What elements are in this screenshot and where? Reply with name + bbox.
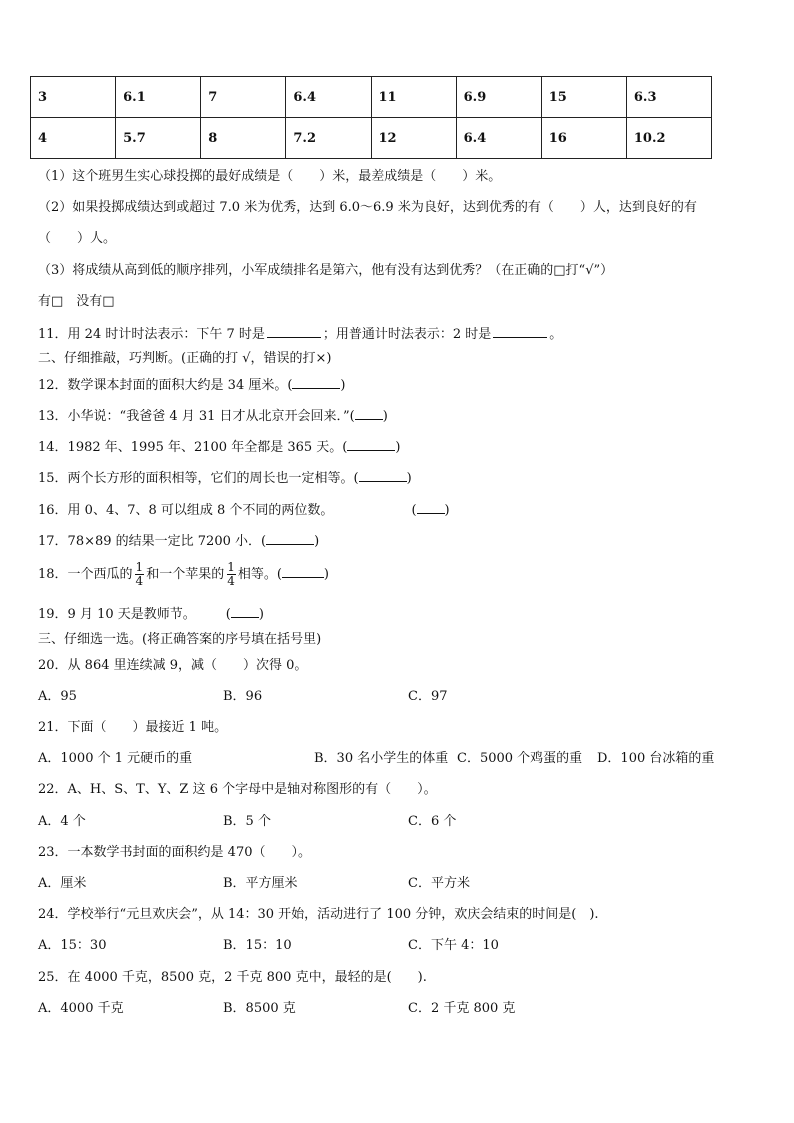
q11-text-a: 11．用 24 时计时法表示：下午 7 时是 (38, 327, 265, 342)
table-cell: 6.1 (116, 77, 201, 118)
option-b[interactable]: B．96 (223, 689, 263, 704)
close-paren: ) (406, 471, 412, 486)
question-23-options (38, 875, 470, 893)
question-20-options (38, 688, 448, 706)
question-21-options (38, 750, 714, 768)
q10-part3-options: 有□ 没有□ (38, 294, 115, 309)
option-c[interactable]: C．5000 个鸡蛋的重 (457, 751, 583, 766)
question-12 (38, 376, 346, 395)
section-3-heading: 三、仔细选一选。(将正确答案的序号填在括号里) (38, 632, 322, 647)
question-text: 13．小华说：“我爸爸 4 月 31 日才从北京开会回来．”( (38, 409, 355, 424)
option-b[interactable]: B．5 个 (223, 814, 271, 829)
answer-blank[interactable] (347, 438, 395, 451)
answer-blank[interactable] (267, 325, 321, 338)
question-23-stem: 23．一本数学书封面的面积约是 470（ ）。 (38, 845, 311, 860)
question-text: 12．数学课本封面的面积大约是 34 厘米。( (38, 378, 293, 393)
table-cell: 6.3 (626, 77, 711, 118)
option-a[interactable]: A．4 个 (38, 814, 86, 829)
table-cell: 5.7 (116, 118, 201, 159)
open-paren: ( (411, 503, 417, 518)
q10-part2a: （2）如果投掷成绩达到或超过 7.0 米为优秀，达到 6.0～6.9 米为良好，达到优秀的有（ ）人，达到良好的有 (38, 200, 697, 215)
option-c[interactable]: C．平方米 (408, 876, 470, 891)
question-text: 19．9 月 10 天是教师节。 (38, 607, 196, 622)
question-15 (38, 469, 412, 488)
question-21-stem: 21．下面（ ）最接近 1 吨。 (38, 720, 228, 735)
answer-blank[interactable] (355, 407, 383, 420)
answer-blank[interactable] (266, 532, 314, 545)
table-cell: 16 (541, 118, 626, 159)
fraction-numerator: 1 (135, 560, 144, 574)
q10-part2b: （ ）人。 (38, 231, 117, 246)
table-cell: 8 (201, 118, 286, 159)
table-cell: 7 (201, 77, 286, 118)
table-cell: 6.4 (456, 118, 541, 159)
option-a[interactable]: A．厘米 (38, 876, 87, 891)
option-c[interactable]: C．下午 4：10 (408, 938, 499, 953)
table-cell: 6.9 (456, 77, 541, 118)
fraction-denominator: 4 (135, 574, 144, 588)
question-text: 相等。( (237, 567, 282, 582)
question-24-stem: 24．学校举行“元旦欢庆会”，从 14：30 开始，活动进行了 100 分钟，欢庆会结束的时间是( ). (38, 907, 599, 922)
question-14 (38, 438, 400, 457)
question-24-options (38, 937, 499, 955)
question-text: 15．两个长方形的面积相等，它们的周长也一定相等。( (38, 471, 359, 486)
question-19 (38, 605, 264, 624)
table-cell: 15 (541, 77, 626, 118)
table-cell: 6.4 (286, 77, 371, 118)
close-paren: ) (444, 503, 450, 518)
table-cell: 3 (31, 77, 116, 118)
open-paren: ( (225, 607, 231, 622)
option-b[interactable]: B．30 名小学生的体重 (314, 751, 449, 766)
question-20-stem: 20．从 864 里连续减 9，减（ ）次得 0。 (38, 658, 308, 673)
fraction-numerator: 1 (227, 560, 235, 574)
q11 (38, 325, 562, 344)
option-a[interactable]: A．1000 个 1 元硬币的重 (38, 751, 193, 766)
question-17 (38, 532, 319, 551)
question-text: 14．1982 年、1995 年、2100 年全都是 365 天。( (38, 440, 348, 455)
fraction (135, 561, 145, 588)
question-16 (38, 501, 450, 520)
question-25-options (38, 1000, 515, 1018)
question-text: 16．用 0、4、7、8 可以组成 8 个不同的两位数。 (38, 503, 334, 518)
question-text: 和一个苹果的 (146, 567, 225, 582)
q10-part1: （1）这个班男生实心球投掷的最好成绩是（ ）米，最差成绩是（ ）米。 (38, 169, 502, 184)
option-a[interactable]: A．95 (38, 689, 77, 704)
option-b[interactable]: B．8500 克 (223, 1001, 296, 1016)
answer-blank[interactable] (493, 325, 547, 338)
answer-blank[interactable] (231, 605, 259, 618)
option-b[interactable]: B．15：10 (223, 938, 292, 953)
option-c[interactable]: C．2 千克 800 克 (408, 1001, 516, 1016)
table-cell: 10.2 (626, 118, 711, 159)
table-cell: 11 (371, 77, 456, 118)
option-c[interactable]: C．6 个 (408, 814, 457, 829)
close-paren: ) (395, 440, 401, 455)
answer-blank[interactable] (292, 376, 340, 389)
question-25-stem: 25．在 4000 千克，8500 克，2 千克 800 克中，最轻的是( ). (38, 970, 427, 985)
table-row (31, 77, 712, 118)
question-13 (38, 407, 388, 426)
score-table (30, 76, 712, 159)
table-cell: 4 (31, 118, 116, 159)
table-row (31, 118, 712, 159)
question-text: 18．一个西瓜的 (38, 567, 133, 582)
answer-blank[interactable] (282, 565, 324, 578)
table-cell: 12 (371, 118, 456, 159)
close-paren: ) (314, 534, 320, 549)
q11-text-b: ；用普通计时法表示：2 时是 (322, 327, 492, 342)
question-22-options (38, 813, 456, 831)
answer-blank[interactable] (417, 501, 445, 514)
close-paren: ) (258, 607, 264, 622)
answer-blank[interactable] (359, 469, 407, 482)
option-a[interactable]: A．4000 千克 (38, 1001, 124, 1016)
question-text: 17．78×89 的结果一定比 7200 小．( (38, 534, 267, 549)
option-b[interactable]: B．平方厘米 (223, 876, 298, 891)
table-cell: 7.2 (286, 118, 371, 159)
close-paren: ) (382, 409, 388, 424)
option-a[interactable]: A．15：30 (38, 938, 107, 953)
fraction-denominator: 4 (227, 574, 235, 588)
close-paren: ) (323, 567, 329, 582)
question-22-stem: 22．A、H、S、T、Y、Z 这 6 个字母中是轴对称图形的有（ ）。 (38, 782, 437, 797)
close-paren: ) (340, 378, 346, 393)
question-18 (38, 560, 329, 590)
q11-text-c: 。 (549, 327, 563, 342)
option-c[interactable]: C．97 (408, 689, 448, 704)
section-2-heading: 二、仔细推敲，巧判断。(正确的打 √，错误的打×) (38, 351, 332, 366)
option-d[interactable]: D．100 台冰箱的重 (597, 751, 715, 766)
fraction (226, 561, 236, 588)
q10-part3: （3）将成绩从高到低的顺序排列，小军成绩排名是第六，他有没有达到优秀？（在正确的□打“√”） (38, 263, 614, 278)
